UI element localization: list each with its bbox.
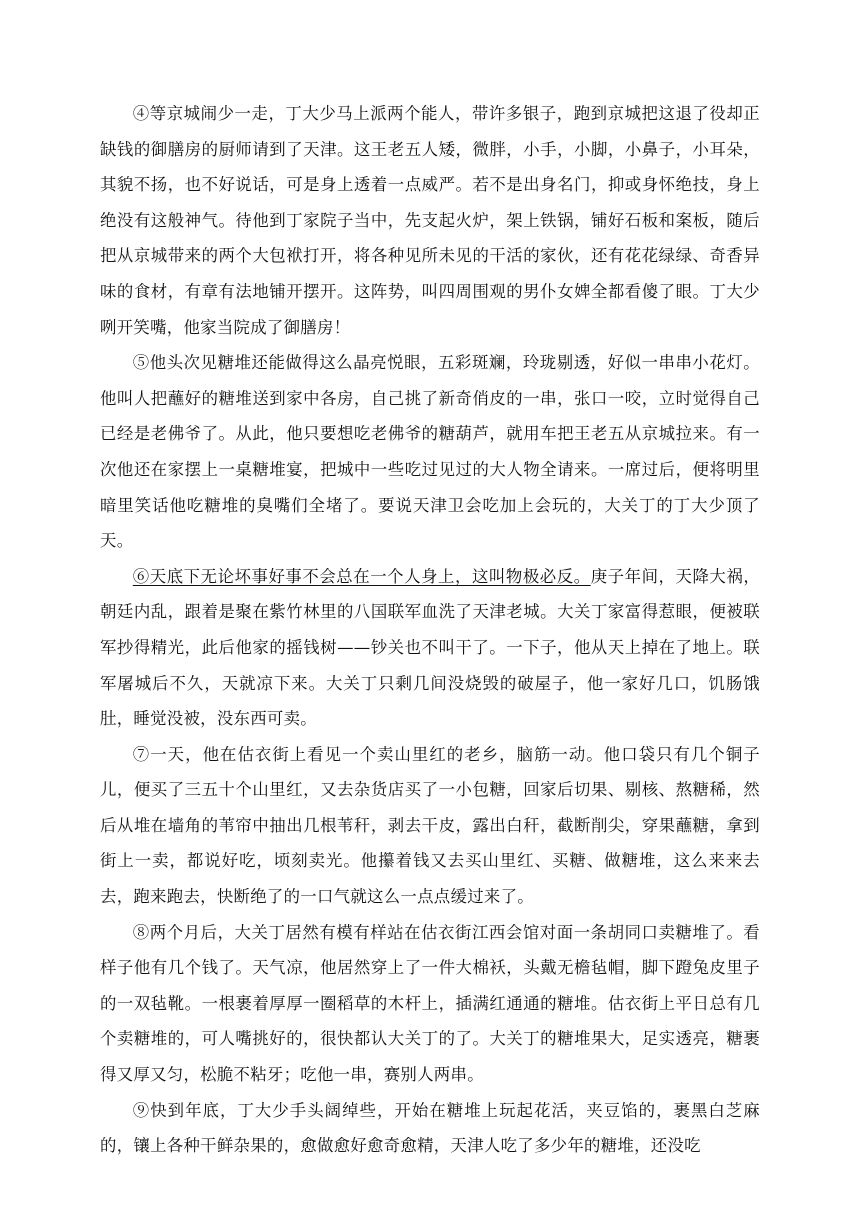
paragraph-9: ⑨快到年底，丁大少手头阔绰些，开始在糖堆上玩起花活，夹豆馅的，裹黑白芝麻的，镶上各种干鲜杂果的，愈做愈好愈奇愈精，天津人吃了多少年的糖堆，还没吃 <box>100 1100 760 1156</box>
document-page <box>100 96 760 1164</box>
paragraph-6 <box>100 559 760 737</box>
paragraph-7: ⑦一天，他在估衣街上看见一个卖山里红的老乡，脑筋一动。他口袋只有几个铜子儿，便买了三五十个山里红，又去杂货店买了一小包糖，回家后切果、剔核、熬糖稀，然后从堆在墙角的苇帘中抽出几根苇秆，剥去干皮，露出白秆，截断削尖，穿果蘸糖，拿到街上一卖，都说好吃，顷刻卖光。他攥着钱又去买山里红、买糖、做糖堆，这么来来去去，跑来跑去，快断绝了的一口气就这么一点点缓过来了。 <box>100 744 760 907</box>
paragraph-5: ⑤他头次见糖堆还能做得这么晶亮悦眼，五彩斑斓，玲珑剔透，好似一串串小花灯。他叫人把蘸好的糖堆送到家中各房，自己挑了新奇俏皮的一串，张口一咬，立时觉得自己已经是老佛爷了。从此，他只要想吃老佛爷的糖葫芦，就用车把王老五从京城拉来。有一次他还在家摆上一桌糖堆宴，把城中一些吃过见过的大人物全请来。一席过后，便将明里暗里笑话他吃糖堆的臭嘴们全堵了。要说天津卫会吃加上会玩的，大关丁的丁大少顶了天。 <box>100 353 760 551</box>
paragraph-8: ⑧两个月后，大关丁居然有模有样站在估衣街江西会馆对面一条胡同口卖糖堆了。看样子他有几个钱了。天气凉，他居然穿上了一件大棉袄，头戴无檐毡帽，脚下蹬兔皮里子的一双毡靴。一根裹着厚厚一圈稻草的木杆上，插满红通通的糖堆。估衣街上平日总有几个卖糖堆的，可人嘴挑好的，很快都认大关丁的了。大关丁的糖堆果大，足实透亮，糖裹得又厚又匀，松脆不粘牙；吃他一串，赛别人两串。 <box>100 922 760 1085</box>
paragraph-4: ④等京城闹少一走，丁大少马上派两个能人，带许多银子，跑到京城把这退了役却正缺钱的御膳房的厨师请到了天津。这王老五人矮，微胖，小手，小脚，小鼻子，小耳朵，其貌不扬，也不好说话，可是身上透着一点威严。若不是出身名门，抑或身怀绝技，身上绝没有这般神气。待他到丁家院子当中，先支起火炉，架上铁锅，铺好石板和案板，随后把从京城带来的两个大包袱打开，将各种见所未见的干活的家伙，还有花花绿绿、奇香异味的食材，有章有法地铺开摆开。这阵势，叫四周围观的男仆女婢全都看傻了眼。丁大少咧开笑嘴，他家当院成了御膳房！ <box>100 104 760 337</box>
paragraph-6-underlined-sentence: ⑥天底下无论坏事好事不会总在一个人身上，这叫物极必反。 <box>132 566 591 586</box>
paragraph-6-body: 庚子年间，天降大祸，朝廷内乱，跟着是聚在紫竹林里的八国联军血洗了天津老城。大关丁家富得惹眼，便被联军抄得精光，此后他家的摇钱树——钞关也不叫干了。一下子，他从天上掉在了地上。联军屠城后不久，天就凉下来。大关丁只剩几间没烧毁的破屋子，他一家好几口，饥肠饿肚，睡觉没被，没东西可卖。 <box>100 566 761 729</box>
